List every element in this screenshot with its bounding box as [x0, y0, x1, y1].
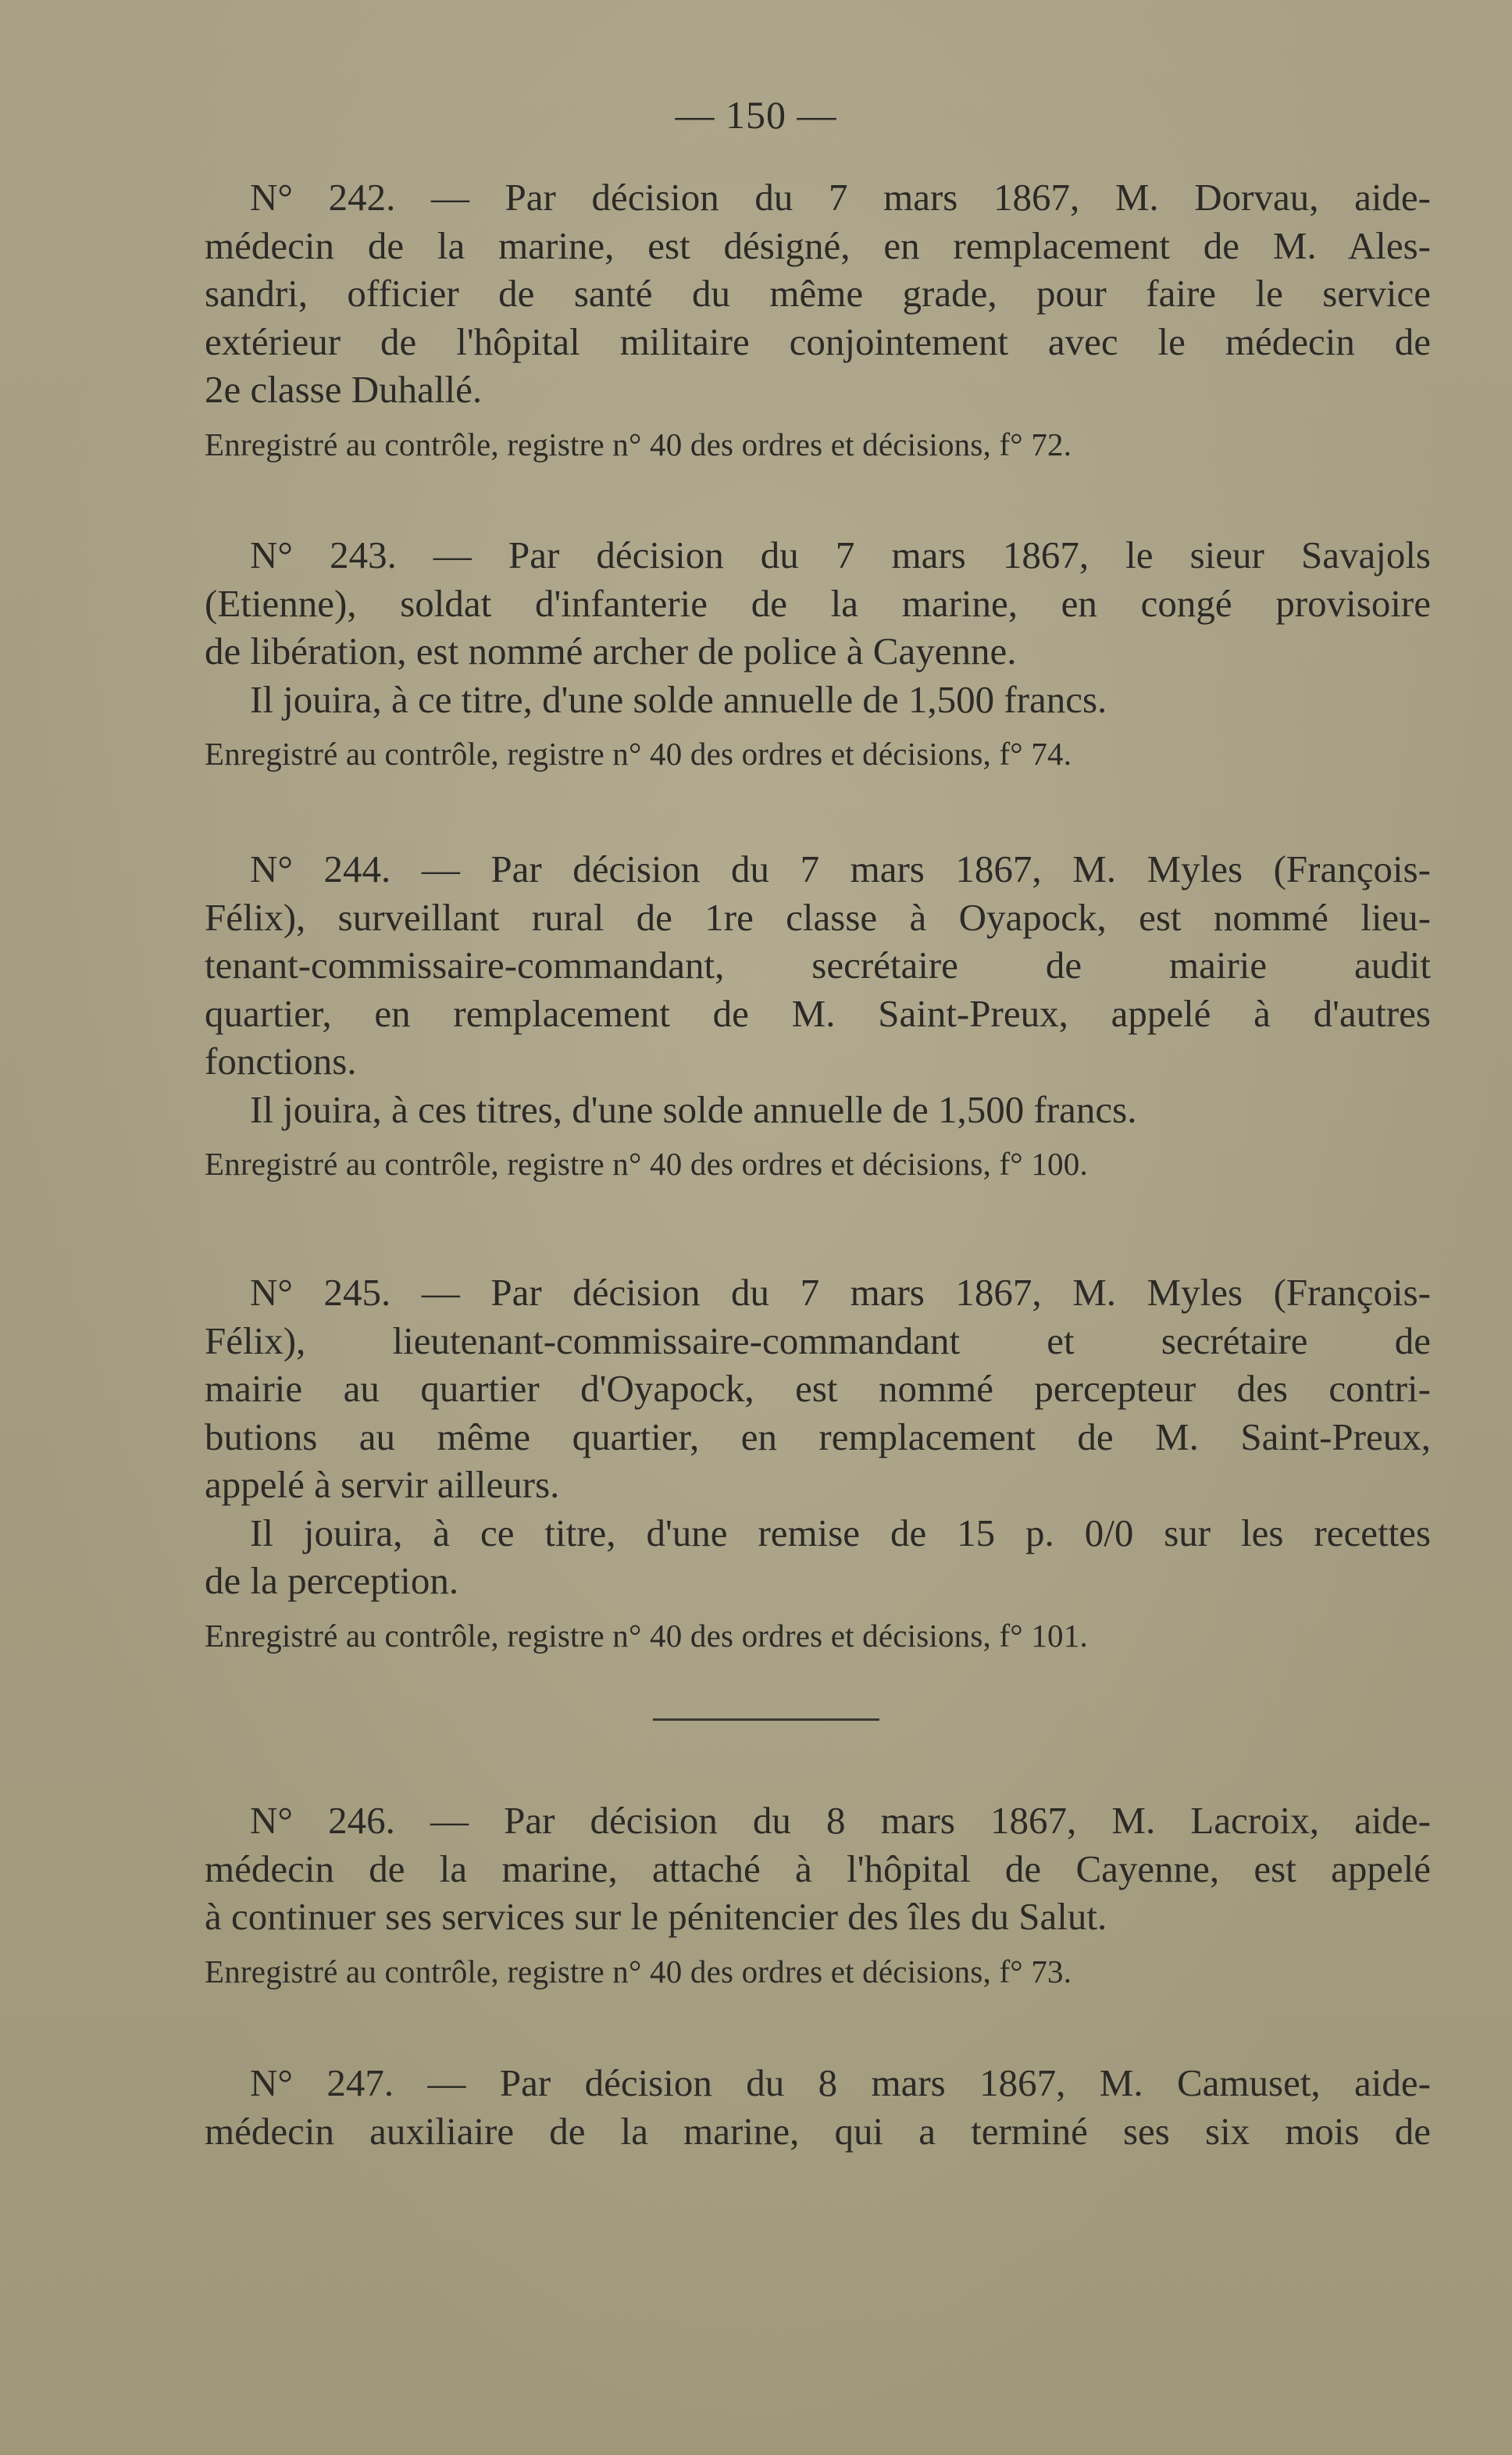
text-line: N° 244. — Par décision du 7 mars 1867, M. Myles (François- [250, 847, 1431, 890]
registration-note: Enregistré au contrôle, registre n° 40 des ordres et décisions, f° 74. [205, 736, 1072, 772]
text-line: Félix), lieutenant-commissaire-commandant et secrétaire de [205, 1318, 1431, 1362]
text-line: Félix), surveillant rural de 1re classe à Oyapock, est nommé lieu- [205, 895, 1431, 939]
text-line: fonctions. [205, 1040, 357, 1083]
decision-body [205, 845, 1431, 1133]
text-line: Il jouira, à ce titre, d'une remise de 15 p. 0/0 sur les recettes [250, 1511, 1431, 1554]
decision-body [205, 531, 1431, 723]
decision-body [205, 1269, 1431, 1605]
decision-body [205, 1797, 1431, 1941]
text-line: N° 246. — Par décision du 8 mars 1867, M. Lacroix, aide- [250, 1799, 1431, 1842]
text-line: médecin de la marine, est désigné, en remplacement de M. Ales- [205, 223, 1431, 267]
decision-242 [205, 173, 1431, 464]
text-line: mairie au quartier d'Oyapock, est nommé percepteur des contri- [205, 1367, 1431, 1410]
text-line: N° 245. — Par décision du 7 mars 1867, M. Myles (François- [250, 1271, 1431, 1314]
text-line: Il jouira, à ces titres, d'une solde annuelle de 1,500 francs. [250, 1087, 1137, 1131]
text-line: tenant-commissaire-commandant, secrétaire de mairie audit [205, 944, 1431, 987]
text-line: N° 242. — Par décision du 7 mars 1867, M. Dorvau, aide- [250, 176, 1431, 219]
decision-244 [205, 845, 1431, 1183]
text-line: Il jouira, à ce titre, d'une solde annuelle de 1,500 francs. [250, 677, 1107, 721]
section-divider [653, 1718, 879, 1721]
text-line: de la perception. [205, 1559, 459, 1602]
decision-247 [205, 2059, 1431, 2155]
text-line: de libération, est nommé archer de police à Cayenne. [205, 630, 1017, 673]
registration-note: Enregistré au contrôle, registre n° 40 des ordres et décisions, f° 100. [205, 1146, 1088, 1182]
text-line: médecin de la marine, attaché à l'hôpital de Cayenne, est appelé [205, 1847, 1431, 1890]
text-line: N° 247. — Par décision du 8 mars 1867, M. Camuset, aide- [250, 2061, 1431, 2104]
registration-note: Enregistré au contrôle, registre n° 40 des ordres et décisions, f° 73. [205, 1953, 1072, 1989]
text-line: N° 243. — Par décision du 7 mars 1867, le sieur Savajols [250, 533, 1431, 576]
registration-note: Enregistré au contrôle, registre n° 40 des ordres et décisions, f° 101. [205, 1617, 1088, 1654]
decision-246 [205, 1797, 1431, 1991]
text-line: extérieur de l'hôpital militaire conjointement avec le médecin de [205, 319, 1431, 363]
text-line: 2e classe Duhallé. [205, 368, 483, 411]
decision-body [205, 2059, 1431, 2155]
text-line: sandri, officier de santé du même grade, pour faire le service [205, 272, 1431, 315]
decision-245 [205, 1269, 1431, 1655]
decision-243 [205, 531, 1431, 773]
text-line: à continuer ses services sur le pénitencier des îles du Salut. [205, 1895, 1107, 1938]
decision-body [205, 173, 1431, 414]
text-line: butions au même quartier, en remplacement de M. Saint-Preux, [205, 1415, 1431, 1458]
text-line: (Etienne), soldat d'infanterie de la marine, en congé provisoire [205, 581, 1431, 625]
text-line: appelé à servir ailleurs. [205, 1463, 560, 1506]
registration-note: Enregistré au contrôle, registre n° 40 des ordres et décisions, f° 72. [205, 426, 1072, 462]
page-number: — 150 — [675, 93, 837, 137]
text-line: médecin auxiliaire de la marine, qui a terminé ses six mois de [205, 2109, 1431, 2153]
text-line: quartier, en remplacement de M. Saint-Preux, appelé à d'autres [205, 991, 1431, 1035]
